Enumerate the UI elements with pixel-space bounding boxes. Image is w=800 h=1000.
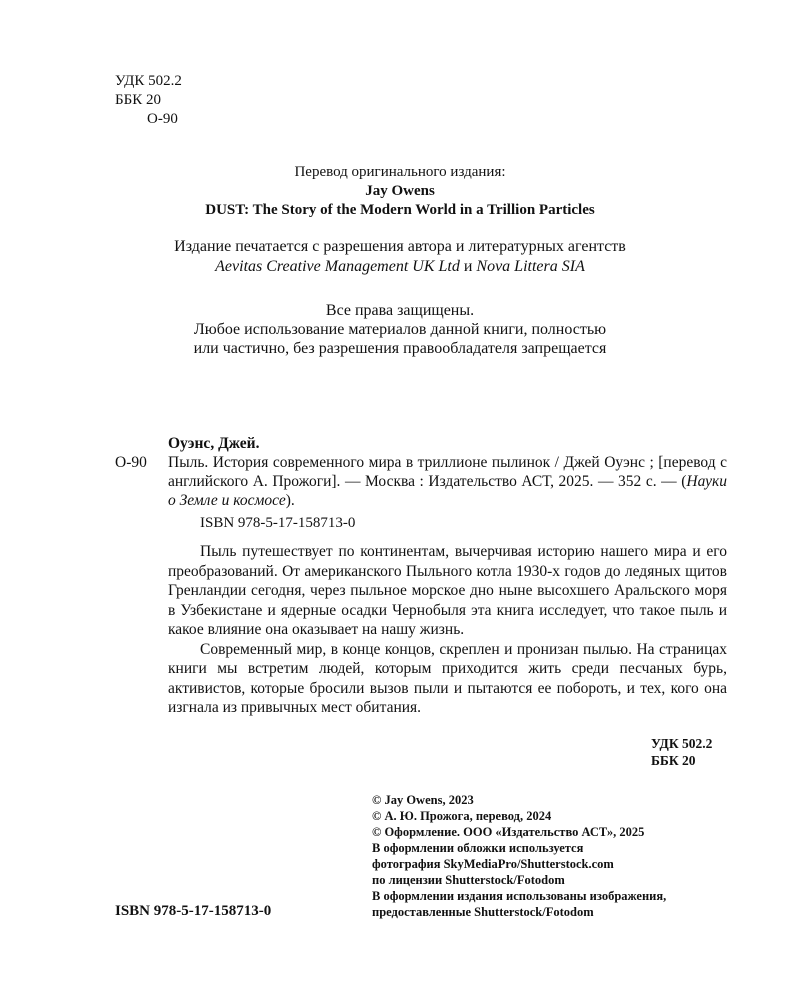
- annotation: [168, 542, 727, 718]
- record-entry-end: ).: [285, 492, 295, 509]
- original-edition-block: [0, 163, 800, 220]
- agency-aevitas: Aevitas Creative Management UK Ltd: [215, 258, 460, 275]
- agency-conjunction: и: [459, 258, 477, 275]
- rights-block: [0, 301, 800, 358]
- images-credit-line2: предоставленные Shutterstock/Fotodom: [372, 905, 594, 919]
- permission-text: Издание печатается с разрешения автора и литературных агентств: [174, 238, 626, 255]
- udk-code: УДК 502.2: [115, 73, 182, 89]
- agencies-line: [0, 257, 800, 277]
- original-edition-label: Перевод оригинального издания:: [294, 164, 506, 180]
- record-author-sign: О-90: [115, 454, 147, 471]
- record-series: Науки о Земле и космосе: [168, 473, 727, 509]
- cover-credit-line1: В оформлении обложки используется: [372, 841, 584, 855]
- cover-credit-line3: по лицензии Shutterstock/Fotodom: [372, 873, 565, 887]
- copyright-author: © Jay Owens, 2023: [372, 793, 474, 807]
- record-entry-text: Пыль. История современного мира в триллионе пылинок / Джей Оуэнс ; [перевод с английского А. Прожоги]. — Москва : Издательство АСТ, 2025. — 352 с. — (: [168, 454, 727, 490]
- rights-notice-line2: или частично, без разрешения правообладателя запрещается: [193, 340, 607, 357]
- record-isbn: ISBN 978-5-17-158713-0: [200, 515, 356, 531]
- images-credit-line1: В оформлении издания использованы изображения,: [372, 889, 667, 903]
- classification-right: [651, 735, 712, 769]
- copyright-translation: © А. Ю. Прожога, перевод, 2024: [372, 809, 552, 823]
- permission-block: [0, 237, 800, 277]
- record-entry: [115, 453, 727, 510]
- copyright-design: © Оформление. ООО «Издательство АСТ», 2025: [372, 825, 645, 839]
- author-sign: О-90: [147, 111, 178, 127]
- annotation-paragraph-2: Современный мир, в конце концов, скреплен и пронизан пылью. На страницах книги мы встретим людей, которым приходится жить среди песчаных бурь, активистов, которые бросили вызов пыли и пытаются ее побороть, и тех, кого она изгнала из привычных мест обитания.: [168, 640, 727, 716]
- record-author: Оуэнс, Джей.: [168, 435, 260, 452]
- udk-code-right: УДК 502.2: [651, 736, 713, 751]
- bibliographic-record: [115, 434, 727, 510]
- classification-codes: [115, 72, 182, 129]
- rights-reserved: Все права защищены.: [325, 302, 475, 319]
- copyright-block: [372, 792, 666, 920]
- original-author: Jay Owens: [365, 183, 435, 199]
- bbk-code-right: ББК 20: [651, 753, 696, 768]
- rights-notice-line1: Любое использование материалов данной книги, полностью: [193, 321, 607, 338]
- cover-credit-line2: фотография SkyMediaPro/Shutterstock.com: [372, 857, 614, 871]
- agency-nova-littera: Nova Littera SIA: [476, 258, 585, 275]
- annotation-paragraph-1: Пыль путешествует по континентам, вычерчивая историю нашего мира и его преобразований. От американского Пыльного котла 1930-х годов до ледяных щитов Гренландии сегодня, через пыльное морское дно ныне высохшего Аральского моря в Узбекистане и ядерные осадки Чернобыля эта книга исследует, что такое пыль и какое влияние она оказывает на нашу жизнь.: [168, 543, 727, 638]
- isbn-bottom: ISBN 978-5-17-158713-0: [115, 903, 272, 919]
- bbk-code: ББК 20: [115, 92, 161, 108]
- original-title: DUST: The Story of the Modern World in a Trillion Particles: [205, 202, 595, 218]
